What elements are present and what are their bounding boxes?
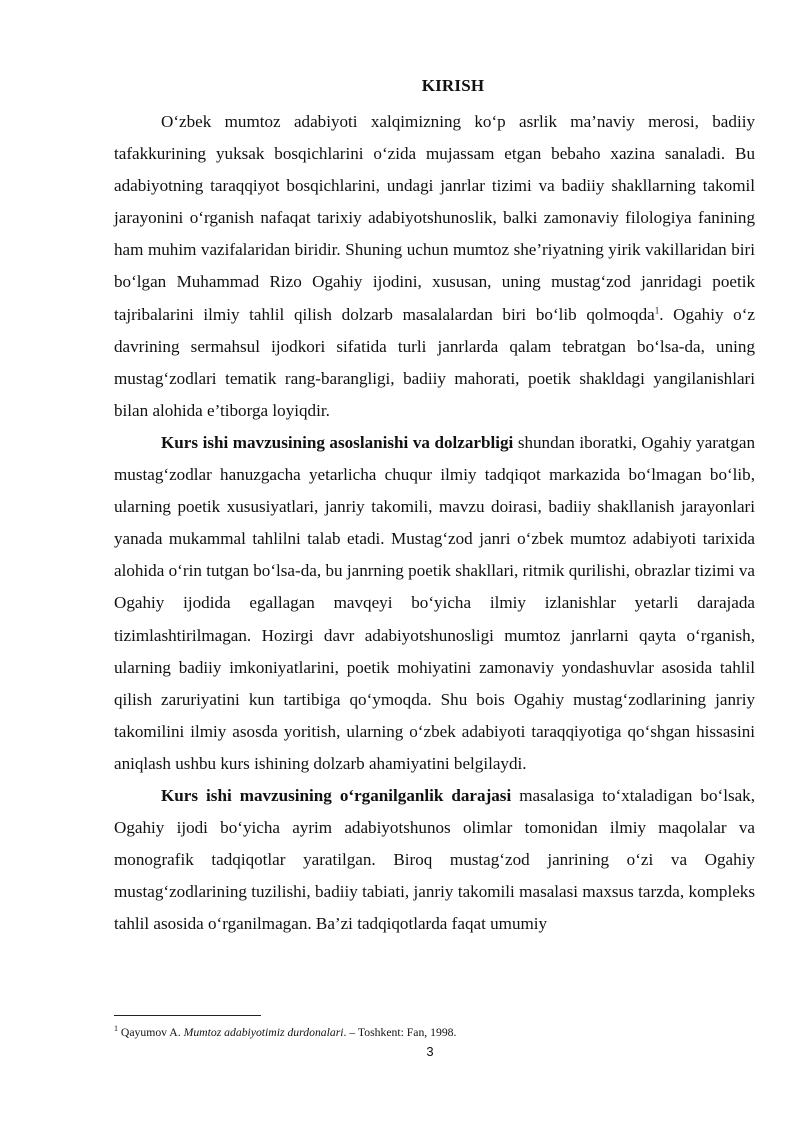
footnote-separator xyxy=(114,1015,261,1016)
page-number: 3 xyxy=(426,1044,434,1059)
paragraph-relevance xyxy=(114,427,755,780)
footnote-publication: . – Toshkent: Fan, 1998. xyxy=(343,1026,457,1039)
paragraph-lead-heading: Kurs ishi mavzusining asoslanishi va dolzarbligi xyxy=(161,432,514,452)
paragraph-text-continued: . Ogahiy o‘z davrining sermahsul ijodkori sifatida turli janrlarda qalam tebratgan bo‘lsa-da, uning mustag‘zodlari tematik rang-barangligi, badiiy mahorati, poetik shakldagi yangilanishlari bilan alohida e’tiborga loyiqdir. xyxy=(114,304,756,420)
paragraph-text: O‘zbek mumtoz adabiyoti xalqimizning ko‘p asrlik ma’naviy merosi, badiiy tafakkurining yuksak bosqichlarini o‘zida mujassam etgan bebaho xazina sanaladi. Bu adabiyotning taraqqiyot bosqichlarini, undagi janrlar tizimi va badiiy shakllarning takomil jarayonini o‘rganish nafaqat tarixiy adabiyotshunoslik, balki zamonaviy filologiya fanining ham muhim vazifalaridan biridir. Shuning uchun mumtoz she’riyatning yirik vakillaridan biri bo‘lgan Muhammad Rizo Ogahiy ijodini, xususan, uning mustag‘zod janridagi poetik tajribalarini ilmiy tahlil qilish dolzarb masalalardan biri bo‘lib qolmoqda xyxy=(114,112,755,324)
footnote-number: 1 xyxy=(114,1024,118,1034)
footnote xyxy=(114,1026,755,1040)
footnote-author: Qayumov A. xyxy=(120,1026,184,1039)
body-text xyxy=(114,106,755,940)
paragraph-text: masalasiga to‘xtaladigan bo‘lsak, Ogahiy ijodi bo‘yicha ayrim adabiyotshunos olimlar tomonidan ilmiy maqolalar va monografik tadqiqotlar yaratilgan. Biroq mustag‘zod janrining o‘zi va Ogahiy mustag‘zodlarining tuzilishi, badiiy tabiati, janriy takomili masalasi maxsus tarzda, kompleks tahlil asosida o‘rganilmagan. Ba’zi tadqiqotlarda faqat umumiy xyxy=(114,785,756,934)
footnote-reference[interactable]: 1 xyxy=(654,304,660,315)
paragraph-intro xyxy=(114,106,755,427)
paragraph-lead-heading: Kurs ishi mavzusining o‘rganilganlik darajasi xyxy=(161,785,512,805)
page-title: KIRISH xyxy=(421,76,485,95)
paragraph-text: shundan iboratki, Ogahiy yaratgan mustag‘zodlar hanuzgacha yetarlicha chuqur ilmiy tadqiqot markazida bo‘lmagan bo‘lib, ularning poetik xususiyatlari, janriy takomili, mavzu doirasi, badiiy shakllanish jarayonlari yanada mukammal tahlilni talab etadi. Mustag‘zod janri o‘zbek mumtoz adabiyoti tarixida alohida o‘rin tutgan bo‘lsa-da, bu janrning poetik shakllari, ritmik qurilishi, obrazlar tizimi va Ogahiy ijodida egallagan mavqeyi bo‘yicha ilmiy izlanishlar yetarli darajada tizimlashtirilmagan. Hozirgi davr adabiyotshunosligi mumtoz janrlarni qayta o‘rganish, ularning badiiy imkoniyatlarini, poetik mohiyatini zamonaviy yondashuvlar asosida tahlil qilish zaruriyatini kun tartibiga qo‘ymoqda. Shu bois Ogahiy mustag‘zodlarining janriy takomilini ilmiy asosda yoritish, ularning o‘zbek adabiyoti taraqqiyotiga qo‘shgan hissasini aniqlash ushbu kurs ishining dolzarb ahamiyatini belgilaydi. xyxy=(114,432,755,773)
footnote-book-title: Mumtoz adabiyotimiz durdonalari xyxy=(183,1026,344,1039)
paragraph-study-level xyxy=(114,780,755,940)
